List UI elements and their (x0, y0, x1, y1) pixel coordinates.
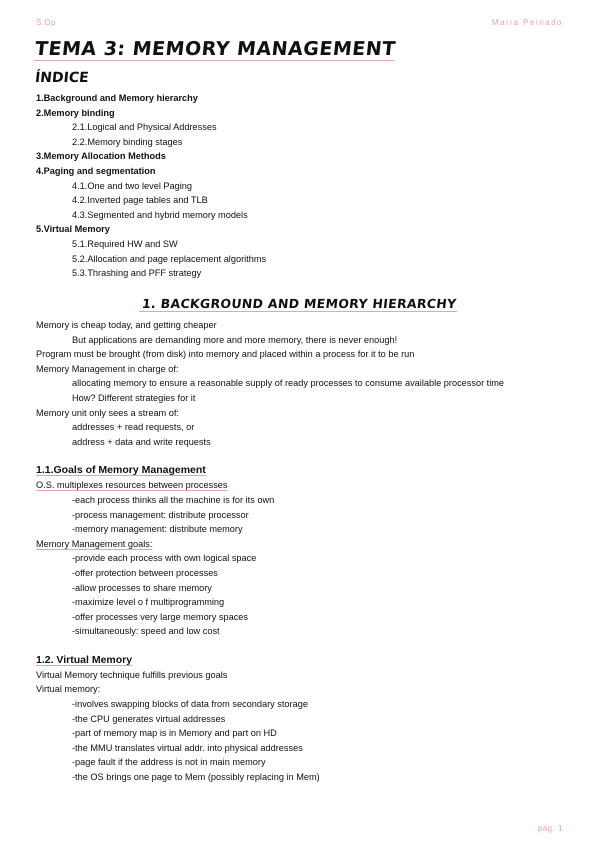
list-item: -simultaneously: speed and low cost (72, 626, 220, 637)
list-item: -involves swapping blocks of data from secondary storage (72, 699, 308, 710)
toc-item: 5.2.Allocation and page replacement algorithms (72, 253, 267, 264)
paragraph-line: O.S. multiplexes resources between processes (36, 480, 228, 491)
index-title: ÍNDICE (34, 70, 90, 86)
toc-item: 4.Paging and segmentation (36, 165, 156, 176)
section-heading-text: 1. BACKGROUND AND MEMORY HIERARCHY (139, 296, 459, 312)
list-item: -offer protection between processes (72, 567, 218, 578)
list-item: -the MMU translates virtual addr. into physical addresses (72, 742, 303, 753)
table-of-contents (36, 91, 576, 281)
subsection-heading: 1.1.Goals of Memory Management (36, 464, 206, 477)
subsection-heading: 1.2. Virtual Memory (36, 653, 133, 666)
toc-item: 4.1.One and two level Paging (72, 180, 193, 191)
toc-item: 2.2.Memory binding stages (72, 136, 183, 147)
paragraph-line: address + data and write requests (72, 436, 211, 447)
toc-item: 5.1.Required HW and SW (72, 238, 178, 249)
toc-item: 3.Memory Allocation Methods (36, 151, 166, 162)
page-number: pág. 1 (537, 824, 563, 833)
header-author: Maria Peinado (491, 18, 563, 27)
toc-item: 4.2.Inverted page tables and TLB (72, 195, 208, 206)
list-item: -process management: distribute processor (72, 509, 249, 520)
paragraph-line: Virtual Memory technique fulfills previous goals (36, 669, 228, 680)
header-course: S.Op (36, 18, 57, 27)
paragraph-line: How? Different strategies for it (72, 392, 196, 403)
section-body (36, 318, 576, 785)
paragraph-line: Memory Management goals: (36, 538, 153, 549)
paragraph-line: Memory unit only sees a stream of: (36, 407, 179, 418)
paragraph-line: Program must be brought (from disk) into memory and placed within a process for it to be run (36, 349, 415, 360)
list-item: -each process thinks all the machine is for its own (72, 494, 275, 505)
toc-item: 5.Virtual Memory (36, 224, 110, 235)
toc-item: 2.1.Logical and Physical Addresses (72, 122, 217, 133)
page-title: TEMA 3: MEMORY MANAGEMENT (33, 38, 397, 60)
paragraph-line: Memory is cheap today, and getting cheaper (36, 320, 217, 330)
toc-item: 1.Background and Memory hierarchy (36, 93, 198, 103)
paragraph-line: But applications are demanding more and more memory, there is never enough! (72, 334, 398, 345)
paragraph-line: Memory Management in charge of: (36, 363, 179, 374)
section-heading (0, 296, 599, 312)
paragraph-line: addresses + read requests, or (72, 422, 195, 433)
paragraph-line: Virtual memory: (36, 684, 101, 695)
toc-item: 2.Memory binding (36, 107, 115, 118)
toc-item: 5.3.Thrashing and PFF strategy (72, 268, 202, 279)
list-item: -maximize level o f multiprogramming (72, 597, 225, 608)
toc-item: 4.3.Segmented and hybrid memory models (72, 209, 248, 220)
paragraph-line: allocating memory to ensure a reasonable supply of ready processes to consume available processor time (72, 378, 505, 389)
list-item: -page fault if the address is not in main memory (72, 757, 266, 768)
list-item: -offer processes very large memory spaces (72, 611, 248, 622)
list-item: -allow processes to share memory (72, 582, 212, 593)
list-item: -the CPU generates virtual addresses (72, 713, 226, 724)
list-item: -part of memory map is in Memory and part on HD (72, 728, 277, 739)
list-item: -the OS brings one page to Mem (possibly replacing in Mem) (72, 772, 320, 783)
list-item: -provide each process with own logical space (72, 553, 257, 564)
spacer (36, 449, 576, 463)
spacer (36, 639, 576, 653)
list-item: -memory management: distribute memory (72, 524, 243, 535)
